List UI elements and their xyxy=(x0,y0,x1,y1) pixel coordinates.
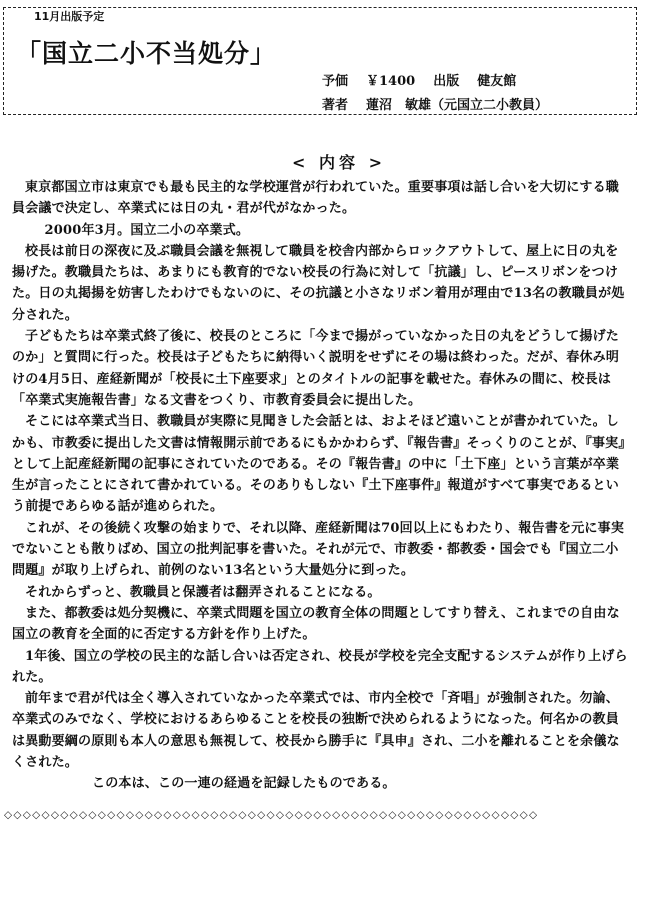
paragraph: 1年後、国立の学校の民主的な話し合いは否定され、校長が学校を完全支配するシステムが作り上げられた。 xyxy=(12,648,628,685)
contents-body xyxy=(12,177,630,795)
author-name: 蓮沼 敏雄（元国立二小教員） xyxy=(366,98,549,113)
paragraph: 子どもたちは卒業式終了後に、校長のところに「今まで揚がっていなかった日の丸をどうして揚げたのか」と質問に行った。校長は子どもたちに納得いく説明をせずにその場は終わった。だが、春休み明けの4月5日、産経新聞が「校長に土下座要求」とのタイトルの記事を載せた。春休みの間に、校長は「卒業式実施報告書」なる文書をつくり、市教育委員会に提出した。 xyxy=(12,329,620,408)
diamond-ornament-divider: ◇◇◇◇◇◇◇◇◇◇◇◇◇◇◇◇◇◇◇◇◇◇◇◇◇◇◇◇◇◇◇◇◇◇◇◇◇◇◇◇◇◇◇◇◇◇◇◇◇◇◇◇◇◇◇◇◇ xyxy=(4,809,539,821)
price-value: ￥1400 xyxy=(366,74,416,89)
paragraph: また、都教委は処分契機に、卒業式問題を国立の教育全体の問題としてすり替え、これまでの自由な国立の教育を全面的に否定する方針を作り上げた。 xyxy=(12,605,620,643)
paragraph: それからずっと、教職員と保護者は翻弄されることになる。 xyxy=(25,584,381,600)
book-title: 「国立二小不当処分」 xyxy=(16,39,277,68)
paragraph: これが、その後続く攻撃の始まりで、それ以降、産経新聞は70回以上にもわたり、報告書を元に事実でないことも散りばめ、国立の批判記事を書いた。それが元で、市教委・都教委・国会でも『国立二小問題』が取り上げられ、前例のない13名という大量処分に到った。 xyxy=(12,520,625,579)
contents-heading: < 内容 > xyxy=(292,153,386,172)
publication-schedule-label: 11月出版予定 xyxy=(30,8,108,24)
book-announcement-box xyxy=(3,7,637,115)
paragraph: 前年まで君が代は全く導入されていなかった卒業式では、市内全校で「斉唱」が強制された。勿論、卒業式のみでなく、学校におけるあらゆることを校長の独断で決められるようになった。何名かの教員は異動要綱の原則も本人の意思も無視して、校長から勝手に『具申』され、二小を離れることを余儀なくされた。 xyxy=(12,691,620,771)
publisher-label: 出版 xyxy=(433,74,460,89)
closing-sentence: この本は、この一連の経過を記録したものである。 xyxy=(92,776,396,792)
author-label: 著者 xyxy=(322,98,349,113)
paragraph: 東京都国立市は東京でも最も民主的な学校運営が行われていた。重要事項は話し合いを大切にする職員会議で決定し、卒業式には日の丸・君が代がなかった。 xyxy=(12,180,620,217)
paragraph: 校長は前日の深夜に及ぶ職員会議を無視して職員を校舎内部からロックアウトして、屋上に日の丸を揚げた。教職員たちは、あまりにも教育的でない校長の行為に対して「抗議」し、ピースリボンをつけた。日の丸掲揚を妨害したわけでもないのに、その抗議と小さなリボン着用が理由で13名の教職員が処分された。 xyxy=(12,243,625,323)
paragraph: そこには卒業式当日、教職員が実際に見聞きした会話とは、およそほど遠いことが書かれていた。しかも、市教委に提出した文書は情報開示前であるにもかかわらず、『報告書』そっくりのことが、『事実』として上記産経新聞の記事にされていたのである。その『報告書』の中に「土下座」という言葉が卒業生が言ったことにされて書かれている。そのありもしない『土下座事件』報道がすべて事実であるという前提であらゆる話が進められた。 xyxy=(12,414,626,515)
price-label: 予価 xyxy=(322,74,349,89)
author-line xyxy=(322,94,566,113)
publisher-name: 健友館 xyxy=(477,74,517,89)
paragraph: 2000年3月。国立二小の卒業式。 xyxy=(44,222,250,238)
price-publisher-line xyxy=(322,70,534,89)
